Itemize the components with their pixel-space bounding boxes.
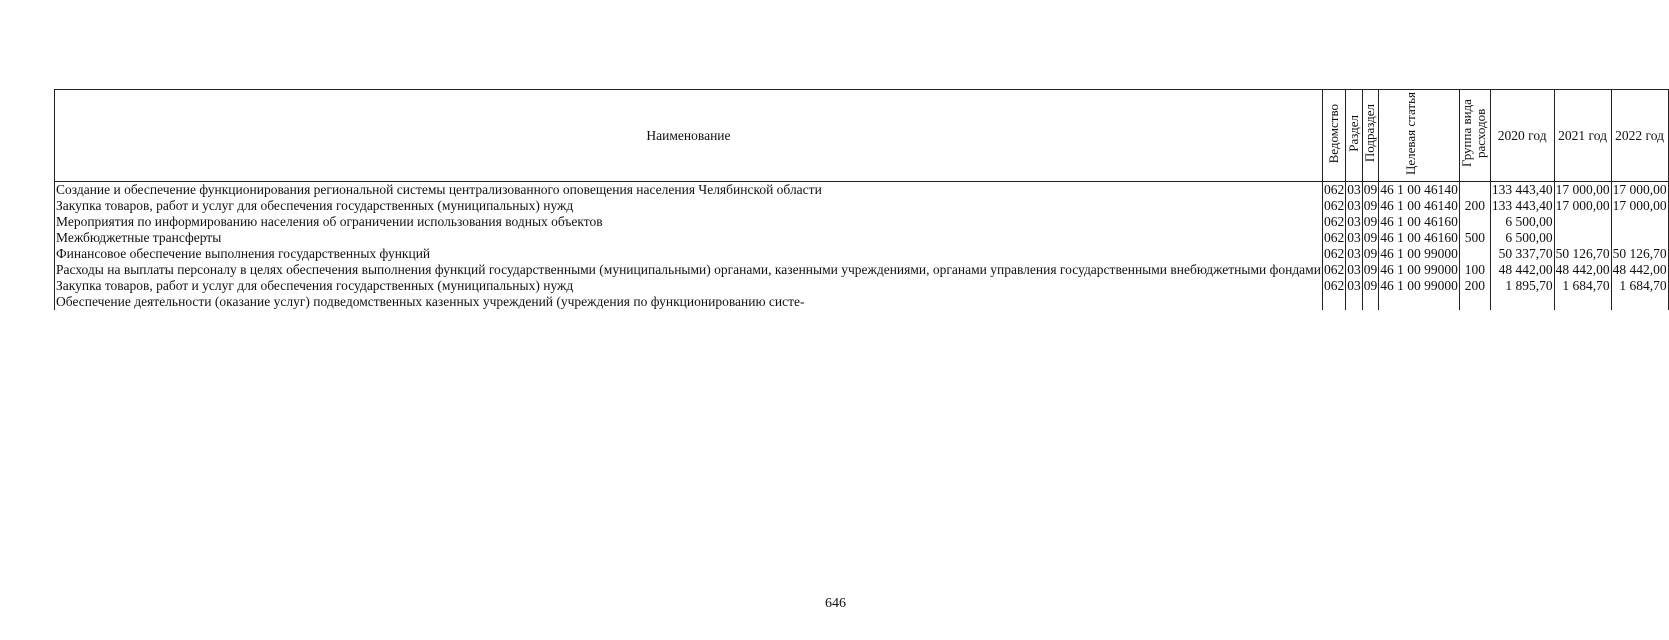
cell-name: Обеспечение деятельности (оказание услуг) подведомственных казенных учреждений (учреждения по функционированию систе- xyxy=(55,294,1323,310)
cell-section: 03 xyxy=(1347,198,1361,213)
header-dept xyxy=(1322,90,1345,182)
header-subsection-label: Подраздел xyxy=(1362,104,1378,163)
cell-2021: 17 000,00 xyxy=(1555,198,1610,213)
cell-name: Закупка товаров, работ и услуг для обеспечения государственных (муниципальных) нужд xyxy=(55,278,1323,294)
cell-target: 46 1 00 46140 xyxy=(1380,182,1458,197)
header-section-label: Раздел xyxy=(1345,115,1361,152)
cell-target: 46 1 00 99000 xyxy=(1380,262,1458,277)
table-row xyxy=(55,294,1669,310)
header-dept-label: Ведомство xyxy=(1326,103,1342,164)
cell-group: 200 xyxy=(1459,198,1490,214)
table-row xyxy=(55,182,1669,199)
cell-group xyxy=(1459,214,1490,230)
cell-2020: 50 337,70 xyxy=(1490,246,1554,262)
cell-group xyxy=(1459,246,1490,262)
header-2020: 2020 год xyxy=(1490,90,1554,182)
cell-2020: 133 443,40 xyxy=(1491,182,1553,197)
table-row xyxy=(55,262,1669,278)
cell-2021: 1 684,70 xyxy=(1554,278,1611,294)
cell-2020: 48 442,00 xyxy=(1490,262,1554,278)
cell-dept: 062 xyxy=(1323,182,1345,197)
cell-name: Создание и обеспечение функционирования региональной системы централизованного оповещения населения Челябинской области xyxy=(55,182,1323,199)
header-2021: 2021 год xyxy=(1554,90,1611,182)
cell-target: 46 1 00 99000 xyxy=(1380,278,1458,293)
cell-dept: 062 xyxy=(1323,214,1345,229)
cell-2021: 50 126,70 xyxy=(1555,246,1610,261)
cell-dept: 062 xyxy=(1323,230,1345,245)
cell-2020: 6 500,00 xyxy=(1490,230,1554,246)
cell-2022: 48 442,00 xyxy=(1612,262,1667,277)
header-group-label: Группа вида расходов xyxy=(1458,99,1488,168)
header-2022: 2022 год xyxy=(1611,90,1668,182)
cell-2021 xyxy=(1554,230,1611,246)
table-row xyxy=(55,230,1669,246)
cell-2022 xyxy=(1611,230,1668,246)
table-row xyxy=(55,278,1669,294)
cell-target: 46 1 00 46160 xyxy=(1380,214,1458,229)
cell-2020 xyxy=(1490,294,1554,310)
cell-target: 46 1 00 46160 xyxy=(1380,230,1458,245)
table-row xyxy=(55,198,1669,214)
page-number: 646 xyxy=(825,596,846,611)
cell-2022: 50 126,70 xyxy=(1612,246,1667,261)
cell-2021 xyxy=(1554,214,1611,230)
header-section xyxy=(1346,90,1363,182)
cell-subsection xyxy=(1362,294,1379,310)
cell-2022: 1 684,70 xyxy=(1611,278,1668,294)
cell-subsection: 09 xyxy=(1363,198,1378,213)
cell-2020: 1 895,70 xyxy=(1490,278,1554,294)
cell-section: 03 xyxy=(1347,214,1361,229)
cell-section: 03 xyxy=(1347,262,1361,277)
cell-target: 46 1 00 99000 xyxy=(1380,246,1458,261)
cell-2021 xyxy=(1554,294,1611,310)
cell-2021: 48 442,00 xyxy=(1555,262,1610,277)
cell-2020: 133 443,40 xyxy=(1491,198,1553,213)
header-group xyxy=(1459,90,1490,182)
cell-subsection: 09 xyxy=(1363,214,1378,229)
cell-group: 200 xyxy=(1459,278,1490,294)
table-row xyxy=(55,246,1669,262)
cell-section: 03 xyxy=(1347,182,1361,197)
cell-subsection: 09 xyxy=(1363,278,1378,293)
header-row xyxy=(55,90,1669,182)
cell-name: Мероприятия по информированию населения об ограничении использования водных объектов xyxy=(55,214,1323,230)
cell-name: Расходы на выплаты персоналу в целях обеспечения выполнения функций государственными (муниципальными) органами, казенными учреждениями, органами управления государственными внебюджетными фондами xyxy=(56,262,1321,277)
table-body xyxy=(55,182,1669,311)
table-row xyxy=(55,214,1669,230)
cell-group: 100 xyxy=(1459,262,1490,278)
cell-dept: 062 xyxy=(1323,278,1345,293)
cell-section: 03 xyxy=(1347,246,1361,261)
cell-subsection: 09 xyxy=(1363,246,1378,261)
cell-dept: 062 xyxy=(1323,262,1345,277)
cell-group xyxy=(1459,182,1490,199)
cell-2022: 17 000,00 xyxy=(1612,198,1667,213)
cell-dept: 062 xyxy=(1323,198,1345,213)
cell-group: 500 xyxy=(1459,230,1490,246)
header-target xyxy=(1379,90,1460,182)
header-target-label: Целевая статья xyxy=(1403,91,1419,175)
cell-2021: 17 000,00 xyxy=(1555,182,1610,197)
budget-table xyxy=(54,89,1669,310)
cell-subsection: 09 xyxy=(1363,262,1378,277)
cell-target: 46 1 00 46140 xyxy=(1380,198,1458,213)
cell-dept: 062 xyxy=(1323,246,1345,261)
cell-2022 xyxy=(1611,294,1668,310)
cell-section xyxy=(1346,294,1363,310)
cell-2022 xyxy=(1611,214,1668,230)
cell-dept xyxy=(1322,294,1345,310)
cell-2022: 17 000,00 xyxy=(1612,182,1667,197)
cell-subsection: 09 xyxy=(1363,230,1378,245)
cell-2020: 6 500,00 xyxy=(1490,214,1554,230)
cell-name: Финансовое обеспечение выполнения государственных функций xyxy=(55,246,1323,262)
cell-subsection: 09 xyxy=(1363,182,1378,197)
cell-name: Межбюджетные трансферты xyxy=(55,230,1323,246)
cell-group xyxy=(1459,294,1490,310)
cell-section: 03 xyxy=(1347,278,1361,293)
header-subsection xyxy=(1362,90,1379,182)
header-name: Наименование xyxy=(55,90,1323,182)
cell-target xyxy=(1379,294,1460,310)
cell-section: 03 xyxy=(1347,230,1361,245)
cell-name: Закупка товаров, работ и услуг для обеспечения государственных (муниципальных) нужд xyxy=(55,198,1323,214)
